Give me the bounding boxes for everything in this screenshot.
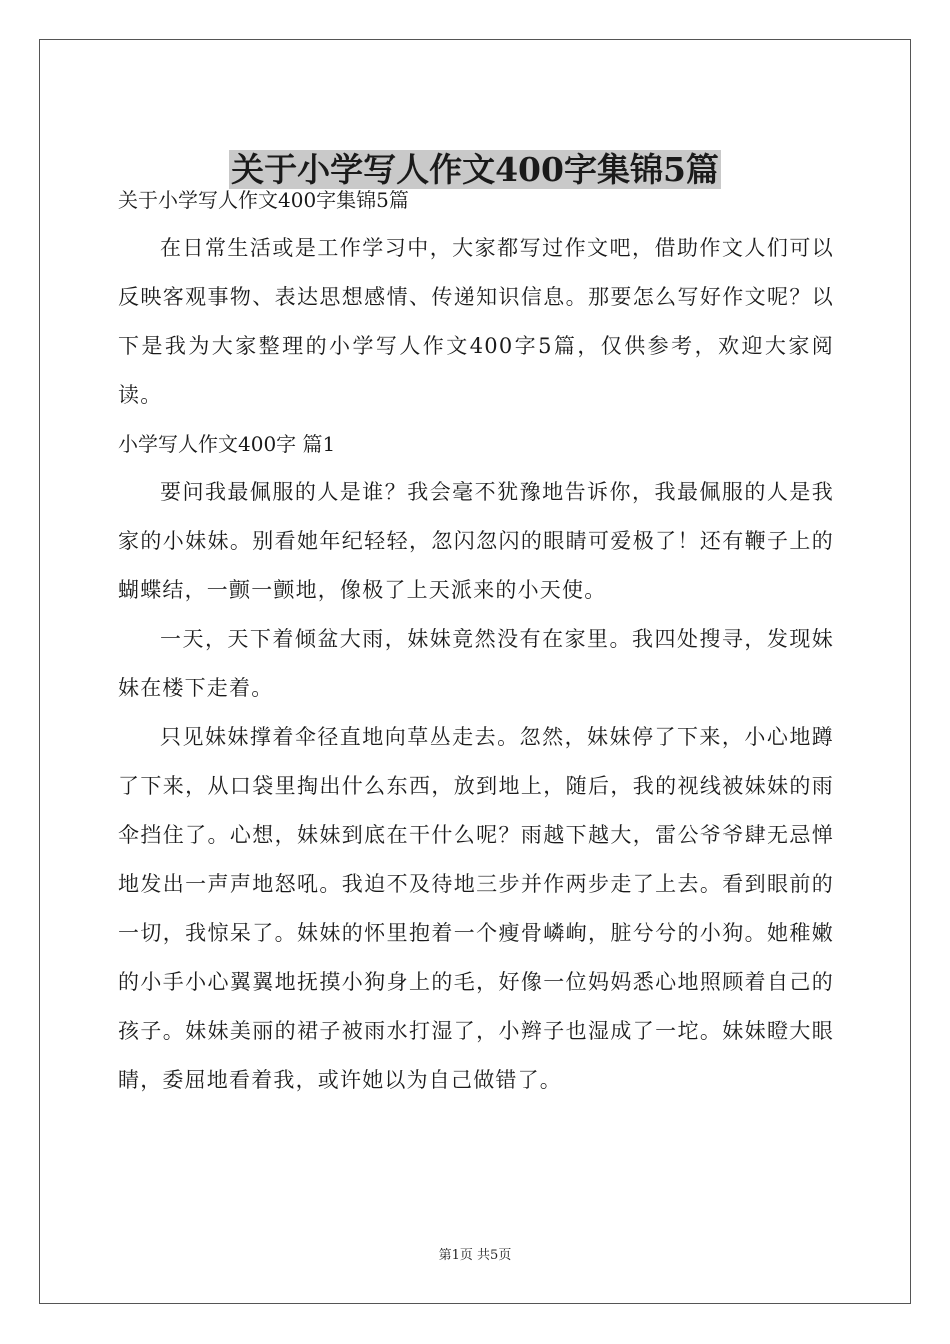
- body-paragraph: 一天，天下着倾盆大雨，妹妹竟然没有在家里。我四处搜寻，发现妹妹在楼下走着。: [118, 627, 834, 700]
- document-body: [118, 176, 834, 1105]
- document-subtitle: 关于小学写人作文400字集锦5篇: [118, 188, 409, 212]
- body-paragraph: 要问我最佩服的人是谁？我会毫不犹豫地告诉你，我最佩服的人是我家的小妹妹。别看她年纪轻轻，忽闪忽闪的眼睛可爱极了！还有鞭子上的蝴蝶结，一颤一颤地，像极了上天派来的小天使。: [118, 480, 834, 602]
- section-heading: 小学写人作文400字 篇1: [118, 432, 336, 456]
- page-footer: [0, 1246, 950, 1266]
- page-number-label: 第1页 共5页: [438, 1248, 512, 1263]
- body-paragraph: 只见妹妹撑着伞径直地向草丛走去。忽然，妹妹停了下来，小心地蹲了下来，从口袋里掏出什么东西，放到地上，随后，我的视线被妹妹的雨伞挡住了。心想，妹妹到底在干什么呢？雨越下越大，雷公爷爷肆无忌惮地发出一声声地怒吼。我迫不及待地三步并作两步走了上去。看到眼前的一切，我惊呆了。妹妹的怀里抱着一个瘦骨嶙峋，脏兮兮的小狗。她稚嫩的小手小心翼翼地抚摸小狗身上的毛，好像一位妈妈悉心地照顾着自己的孩子。妹妹美丽的裙子被雨水打湿了，小辫子也湿成了一坨。妹妹瞪大眼睛，委屈地看着我，或许她以为自己做错了。: [118, 725, 834, 1092]
- intro-paragraph: 在日常生活或是工作学习中，大家都写过作文吧，借助作文人们可以反映客观事物、表达思想感情、传递知识信息。那要怎么写好作文呢？以下是我为大家整理的小学写人作文400字5篇，仅供参考，欢迎大家阅读。: [118, 236, 834, 407]
- document-title-text: 关于小学写人作文400字集锦5篇: [231, 150, 719, 190]
